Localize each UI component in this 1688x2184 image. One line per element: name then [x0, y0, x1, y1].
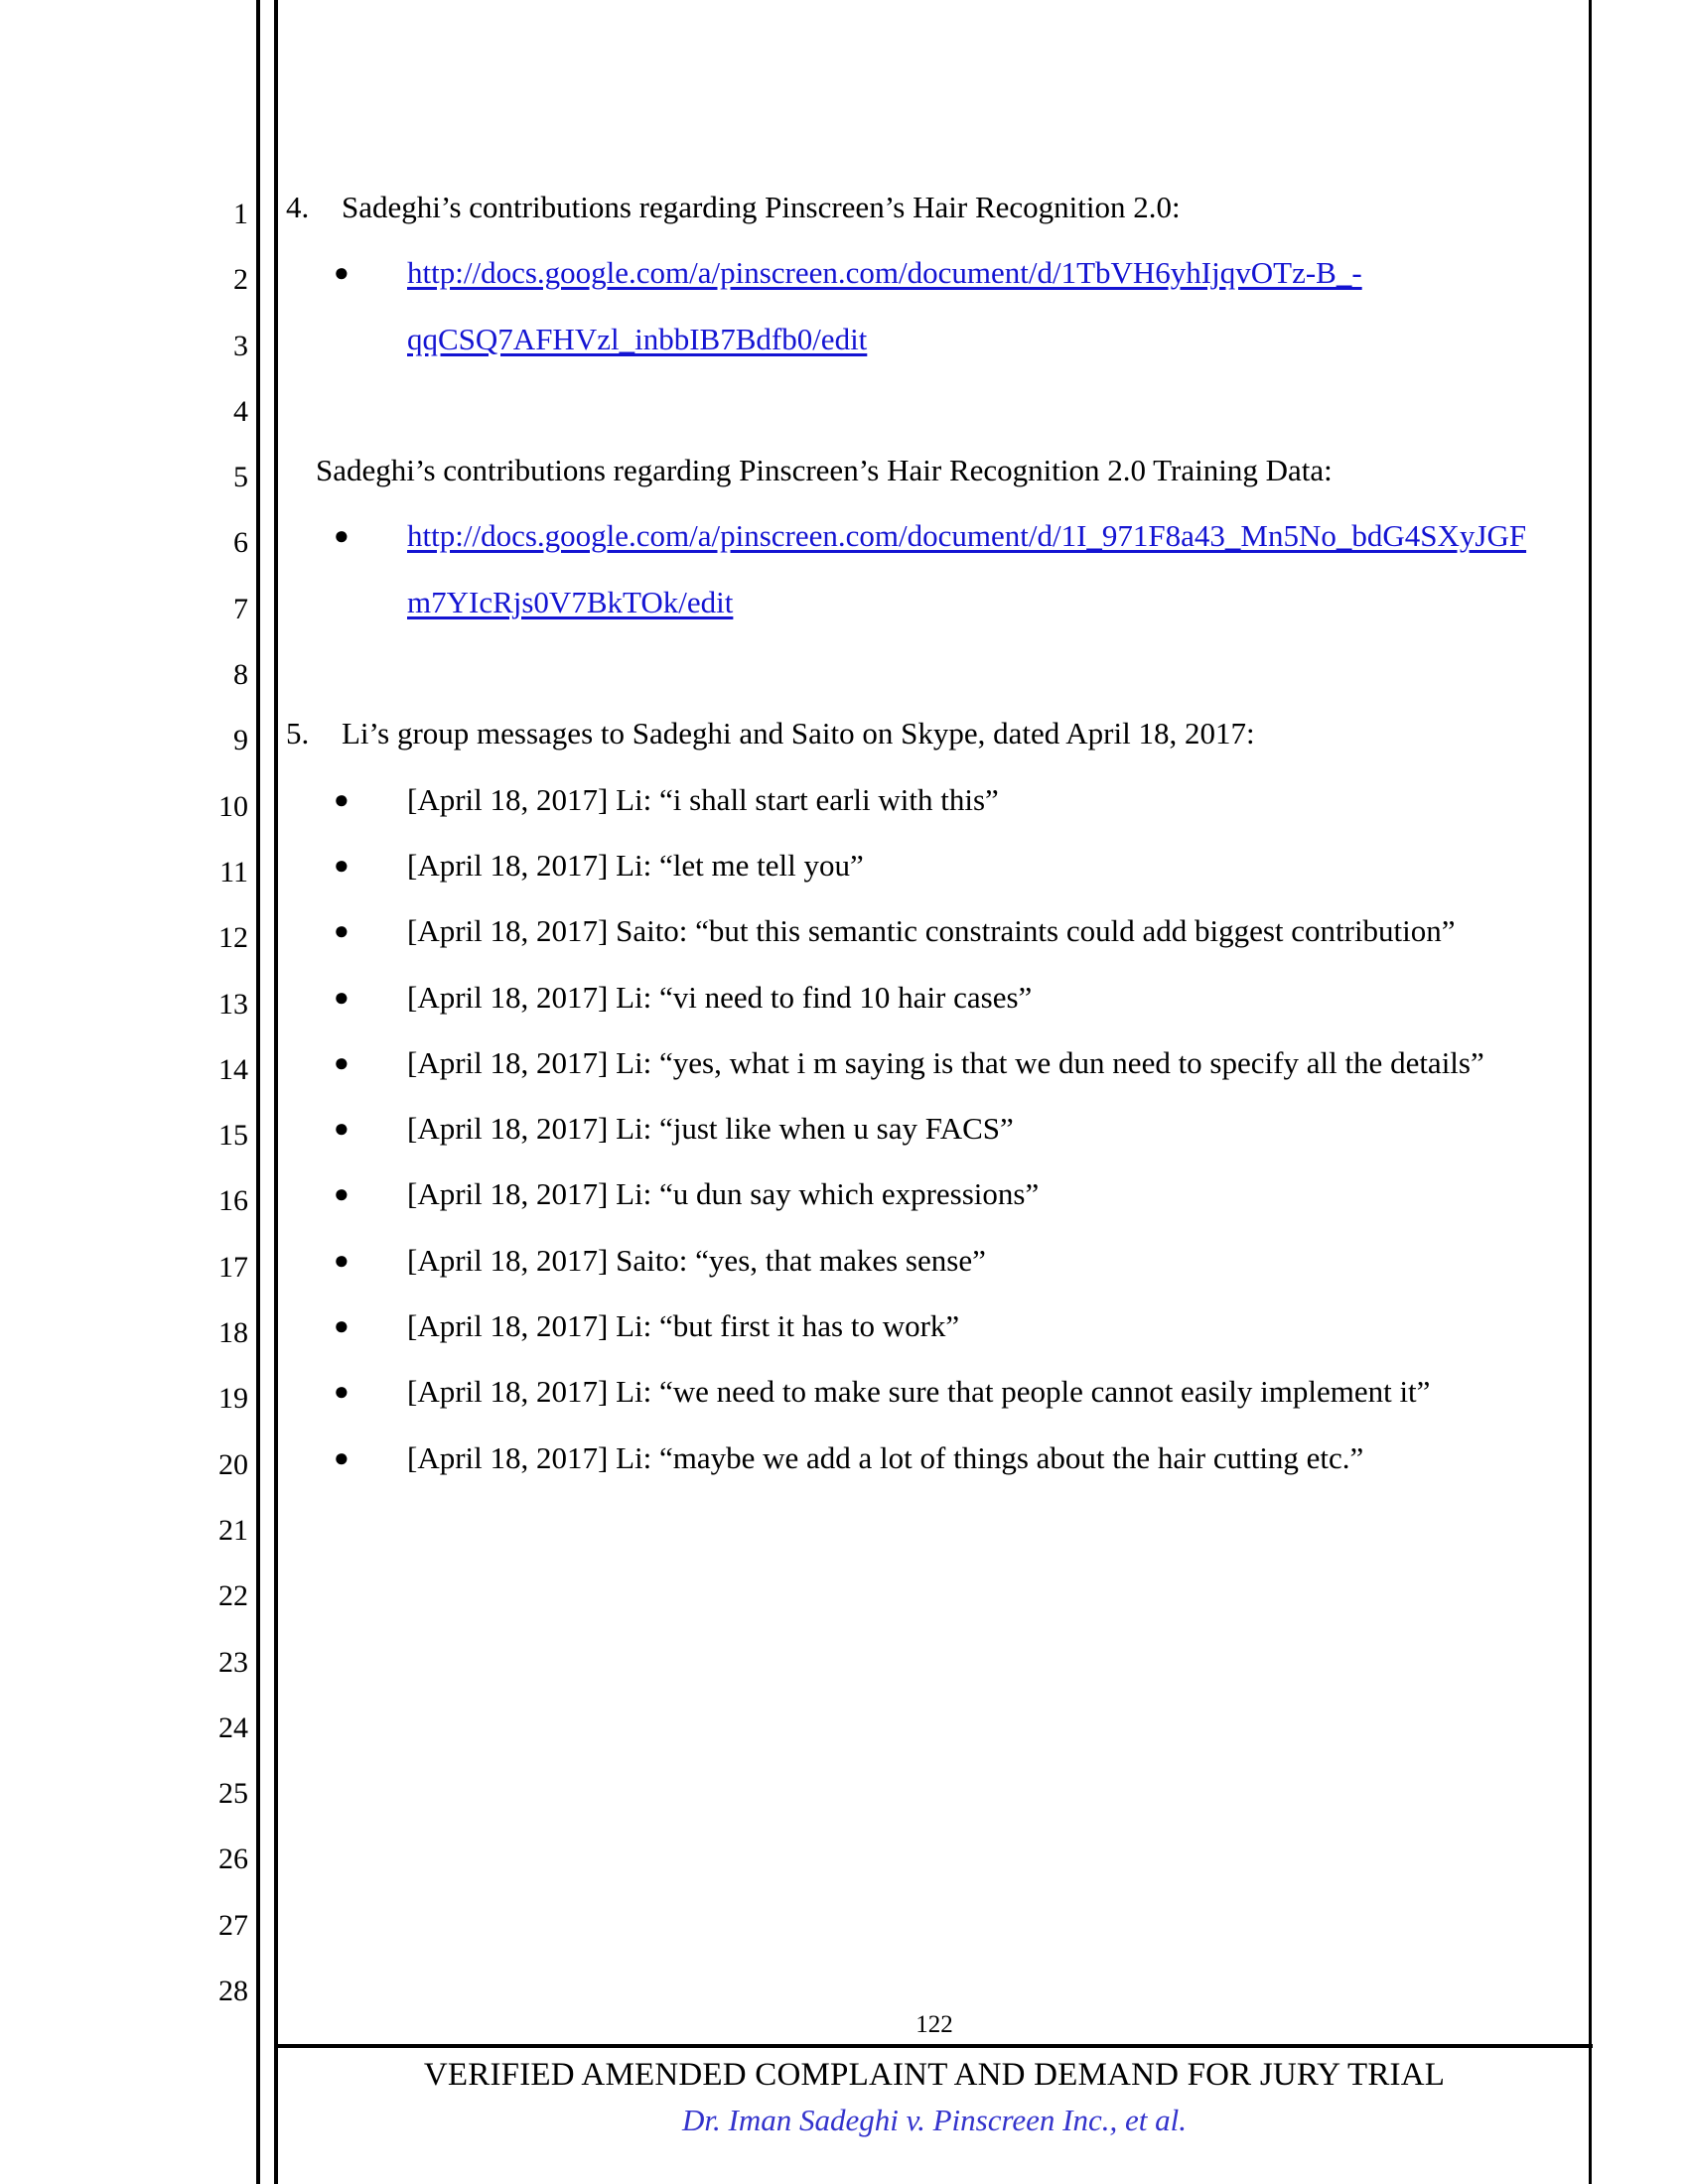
- footer-divider: [276, 2044, 1593, 2048]
- list-item: [286, 503, 1577, 569]
- bullet-dot-icon: ●: [334, 1047, 350, 1077]
- list-item: [286, 833, 1577, 898]
- list-item-continuation: [286, 570, 1577, 635]
- bullet-dot-icon: ●: [334, 1114, 350, 1144]
- pleading-rule-left-inner: [274, 0, 278, 2184]
- line-number-column: [195, 182, 248, 2024]
- google-doc-link-line-1[interactable]: http://docs.google.com/a/pinscreen.com/document/d/1TbVH6yhIjqvOTz-B_-: [407, 255, 1362, 291]
- item-heading-text: Li’s group messages to Sadeghi and Saito on Skype, dated April 18, 2017:: [342, 716, 1255, 751]
- list-item: [286, 1294, 1577, 1359]
- line-number: 19: [218, 1382, 248, 1416]
- skype-message-text: [April 18, 2017] Li: “u dun say which expressions”: [407, 1176, 1040, 1212]
- line-number: 13: [218, 987, 248, 1021]
- pleading-rule-left-outer: [256, 0, 260, 2184]
- training-doc-link-line-2[interactable]: m7YIcRjs0V7BkTOk/edit: [407, 584, 734, 619]
- line-number: 9: [233, 724, 248, 757]
- line-number: 25: [218, 1777, 248, 1811]
- list-item: [286, 1426, 1577, 1491]
- training-doc-link-line-1[interactable]: http://docs.google.com/a/pinscreen.com/document/d/1I_971F8a43_Mn5No_bdG4SXyJGF: [407, 518, 1527, 554]
- line-number: 26: [218, 1843, 248, 1876]
- google-doc-link-line-2[interactable]: qqCSQ7AFHVzl_inbbIB7Bdfb0/edit: [407, 321, 868, 356]
- line-number: 4: [233, 394, 248, 428]
- blank-line-8: [286, 635, 1577, 701]
- item-number: 4.: [286, 190, 310, 224]
- skype-message-text: [April 18, 2017] Saito: “yes, that makes sense”: [407, 1242, 986, 1278]
- bullet-list-item4-links-cont: [286, 307, 1577, 372]
- footer-document-title: VERIFIED AMENDED COMPLAINT AND DEMAND FOR JURY TRIAL: [423, 2057, 1446, 2093]
- skype-message-text: [April 18, 2017] Li: “yes, what i m saying is that we dun need to specify all the details”: [407, 1044, 1484, 1080]
- line-number: 1: [233, 198, 248, 230]
- skype-message-text: [April 18, 2017] Li: “vi need to find 10 hair cases”: [407, 979, 1033, 1015]
- item-number: 5.: [286, 716, 310, 751]
- bullet-list-training-link: [286, 503, 1577, 569]
- list-item: [286, 1096, 1577, 1161]
- line-number: 6: [233, 526, 248, 560]
- numbered-item-5: [286, 701, 1577, 766]
- skype-message-text: [April 18, 2017] Li: “maybe we add a lot of things about the hair cutting etc.”: [407, 1439, 1364, 1475]
- bullet-dot-icon: ●: [334, 258, 350, 288]
- line-number: 3: [233, 329, 248, 362]
- skype-message-text: [April 18, 2017] Li: “let me tell you”: [407, 847, 864, 883]
- line-number: 7: [233, 592, 248, 625]
- line-number: 17: [218, 1250, 248, 1284]
- line-number: 2: [233, 263, 248, 297]
- training-data-paragraph: Sadeghi’s contributions regarding Pinscreen’s Hair Recognition 2.0 Training Data:: [316, 453, 1333, 488]
- line-number: 22: [218, 1579, 248, 1613]
- list-item: [286, 1359, 1577, 1425]
- list-item: [286, 240, 1577, 306]
- pleading-rule-right: [1589, 0, 1592, 2184]
- line-number: 5: [233, 461, 248, 494]
- line-number: 23: [218, 1645, 248, 1679]
- line-number: 15: [218, 1119, 248, 1153]
- skype-message-text: [April 18, 2017] Li: “just like when u say FACS”: [407, 1111, 1014, 1147]
- bullet-dot-icon: ●: [334, 521, 350, 551]
- line-number: 11: [219, 855, 248, 888]
- document-body: [286, 175, 1577, 1491]
- line-number: 14: [218, 1052, 248, 1086]
- list-item: [286, 1030, 1577, 1096]
- line-number: 27: [218, 1908, 248, 1942]
- line-number: 21: [218, 1513, 248, 1547]
- bullet-dot-icon: ●: [334, 1179, 350, 1209]
- bullet-dot-icon: ●: [334, 982, 350, 1012]
- blank-line-4: [286, 372, 1577, 438]
- footer-case-caption: Dr. Iman Sadeghi v. Pinscreen Inc., et al.: [682, 2103, 1187, 2137]
- bullet-dot-icon: ●: [334, 1245, 350, 1275]
- line-number: 24: [218, 1710, 248, 1744]
- bullet-dot-icon: ●: [334, 1377, 350, 1407]
- skype-message-text: [April 18, 2017] Saito: “but this semantic constraints could add biggest contribution”: [407, 913, 1456, 949]
- line-number: 16: [218, 1184, 248, 1218]
- list-item: [286, 767, 1577, 833]
- bullet-dot-icon: ●: [334, 850, 350, 880]
- list-item: [286, 965, 1577, 1030]
- bullet-dot-icon: ●: [334, 1442, 350, 1472]
- skype-message-text: [April 18, 2017] Li: “but first it has to work”: [407, 1308, 960, 1344]
- page-footer: [276, 2008, 1593, 2143]
- bullet-list-training-link-cont: [286, 570, 1577, 635]
- skype-message-list: [286, 767, 1577, 1491]
- skype-message-text: [April 18, 2017] Li: “we need to make sure that people cannot easily implement it”: [407, 1374, 1431, 1410]
- numbered-item-4: [286, 175, 1577, 240]
- page-number: 122: [915, 2011, 953, 2038]
- bullet-list-item4-links: [286, 240, 1577, 306]
- line-number: 18: [218, 1316, 248, 1350]
- line-number: 8: [233, 658, 248, 692]
- list-item: [286, 898, 1577, 964]
- line-number: 10: [218, 789, 248, 823]
- list-item-continuation: [286, 307, 1577, 372]
- bullet-dot-icon: ●: [334, 916, 350, 946]
- line-number: 12: [218, 921, 248, 955]
- list-item: [286, 1228, 1577, 1294]
- list-item: [286, 1161, 1577, 1227]
- bullet-dot-icon: ●: [334, 1311, 350, 1341]
- line-number: 20: [218, 1447, 248, 1481]
- skype-message-text: [April 18, 2017] Li: “i shall start earli with this”: [407, 781, 999, 817]
- bullet-dot-icon: ●: [334, 784, 350, 814]
- line-number: 28: [218, 1975, 248, 2008]
- item-heading-text: Sadeghi’s contributions regarding Pinscreen’s Hair Recognition 2.0:: [342, 190, 1181, 224]
